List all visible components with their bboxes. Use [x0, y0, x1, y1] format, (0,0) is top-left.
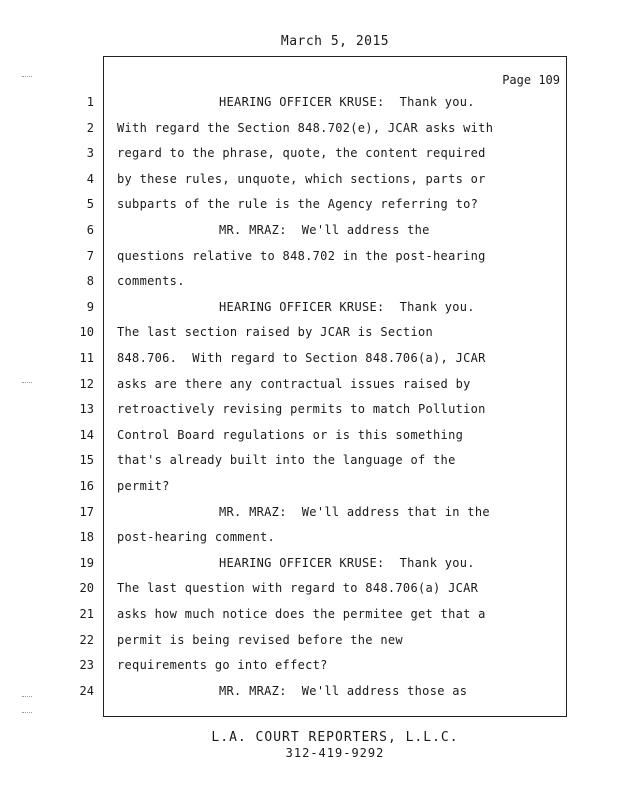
line-text: regard to the phrase, quote, the content required	[117, 146, 486, 161]
line-number: 20	[79, 581, 94, 596]
line-text: subparts of the rule is the Agency referring to?	[117, 197, 479, 212]
line-number: 13	[79, 402, 94, 417]
line-text: 848.706. With regard to Section 848.706(a), JCAR	[117, 351, 486, 365]
tick-mark	[22, 76, 32, 77]
line-number: 7	[86, 248, 94, 263]
line-number: 18	[79, 530, 94, 545]
page-number: Page 109	[502, 73, 560, 87]
line-number: 2	[86, 120, 94, 135]
line-number: 15	[79, 453, 94, 468]
line-text: asks how much notice does the permitee get that a	[117, 607, 486, 621]
line-text: permit?	[117, 479, 170, 493]
line-text: questions relative to 848.702 in the post-hearing	[117, 248, 486, 263]
line-text: MR. MRAZ: We'll address that in the	[219, 504, 490, 519]
line-number: 11	[79, 351, 94, 365]
line-text: Control Board regulations or is this something	[117, 427, 464, 442]
tick-mark	[22, 696, 32, 697]
line-text: that's already built into the language of the	[117, 453, 456, 468]
line-text: HEARING OFFICER KRUSE: Thank you.	[219, 95, 475, 109]
line-number: 21	[79, 607, 94, 621]
line-number: 4	[86, 171, 94, 186]
line-text: comments.	[117, 274, 185, 289]
line-text: permit is being revised before the new	[117, 632, 403, 647]
footer-company: L.A. COURT REPORTERS, L.L.C.	[211, 730, 459, 745]
line-text: retroactively revising permits to match Pollution	[117, 402, 486, 417]
line-number: 22	[79, 632, 94, 647]
line-number: 6	[86, 223, 94, 237]
line-number: 24	[79, 683, 94, 698]
line-number: 3	[86, 146, 94, 161]
tick-mark	[22, 712, 32, 713]
line-text: The last question with regard to 848.706(a) JCAR	[117, 581, 479, 596]
line-text: by these rules, unquote, which sections, parts or	[117, 171, 486, 186]
line-text: With regard the Section 848.702(e), JCAR asks with	[117, 120, 494, 135]
line-number: 8	[86, 274, 94, 289]
line-text: MR. MRAZ: We'll address the	[219, 223, 430, 237]
line-number: 19	[79, 555, 94, 570]
line-number: 16	[79, 479, 94, 493]
line-text: asks are there any contractual issues raised by	[117, 376, 471, 391]
line-number: 14	[79, 427, 94, 442]
line-number: 9	[86, 299, 94, 314]
line-number: 5	[86, 197, 94, 212]
line-text: HEARING OFFICER KRUSE: Thank you.	[219, 555, 475, 570]
line-text: post-hearing comment.	[117, 530, 276, 545]
line-number: 17	[79, 504, 94, 519]
page-date: March 5, 2015	[280, 34, 390, 49]
line-number: 10	[79, 325, 94, 340]
line-text: HEARING OFFICER KRUSE: Thank you.	[219, 299, 475, 314]
line-text: MR. MRAZ: We'll address those as	[219, 683, 468, 698]
footer-phone: 312-419-9292	[285, 746, 385, 760]
line-number: 1	[86, 95, 94, 109]
line-text: requirements go into effect?	[117, 658, 328, 673]
line-text: The last section raised by JCAR is Section	[117, 325, 434, 340]
tick-mark	[22, 382, 32, 383]
line-number: 23	[79, 658, 94, 673]
line-number: 12	[79, 376, 94, 391]
